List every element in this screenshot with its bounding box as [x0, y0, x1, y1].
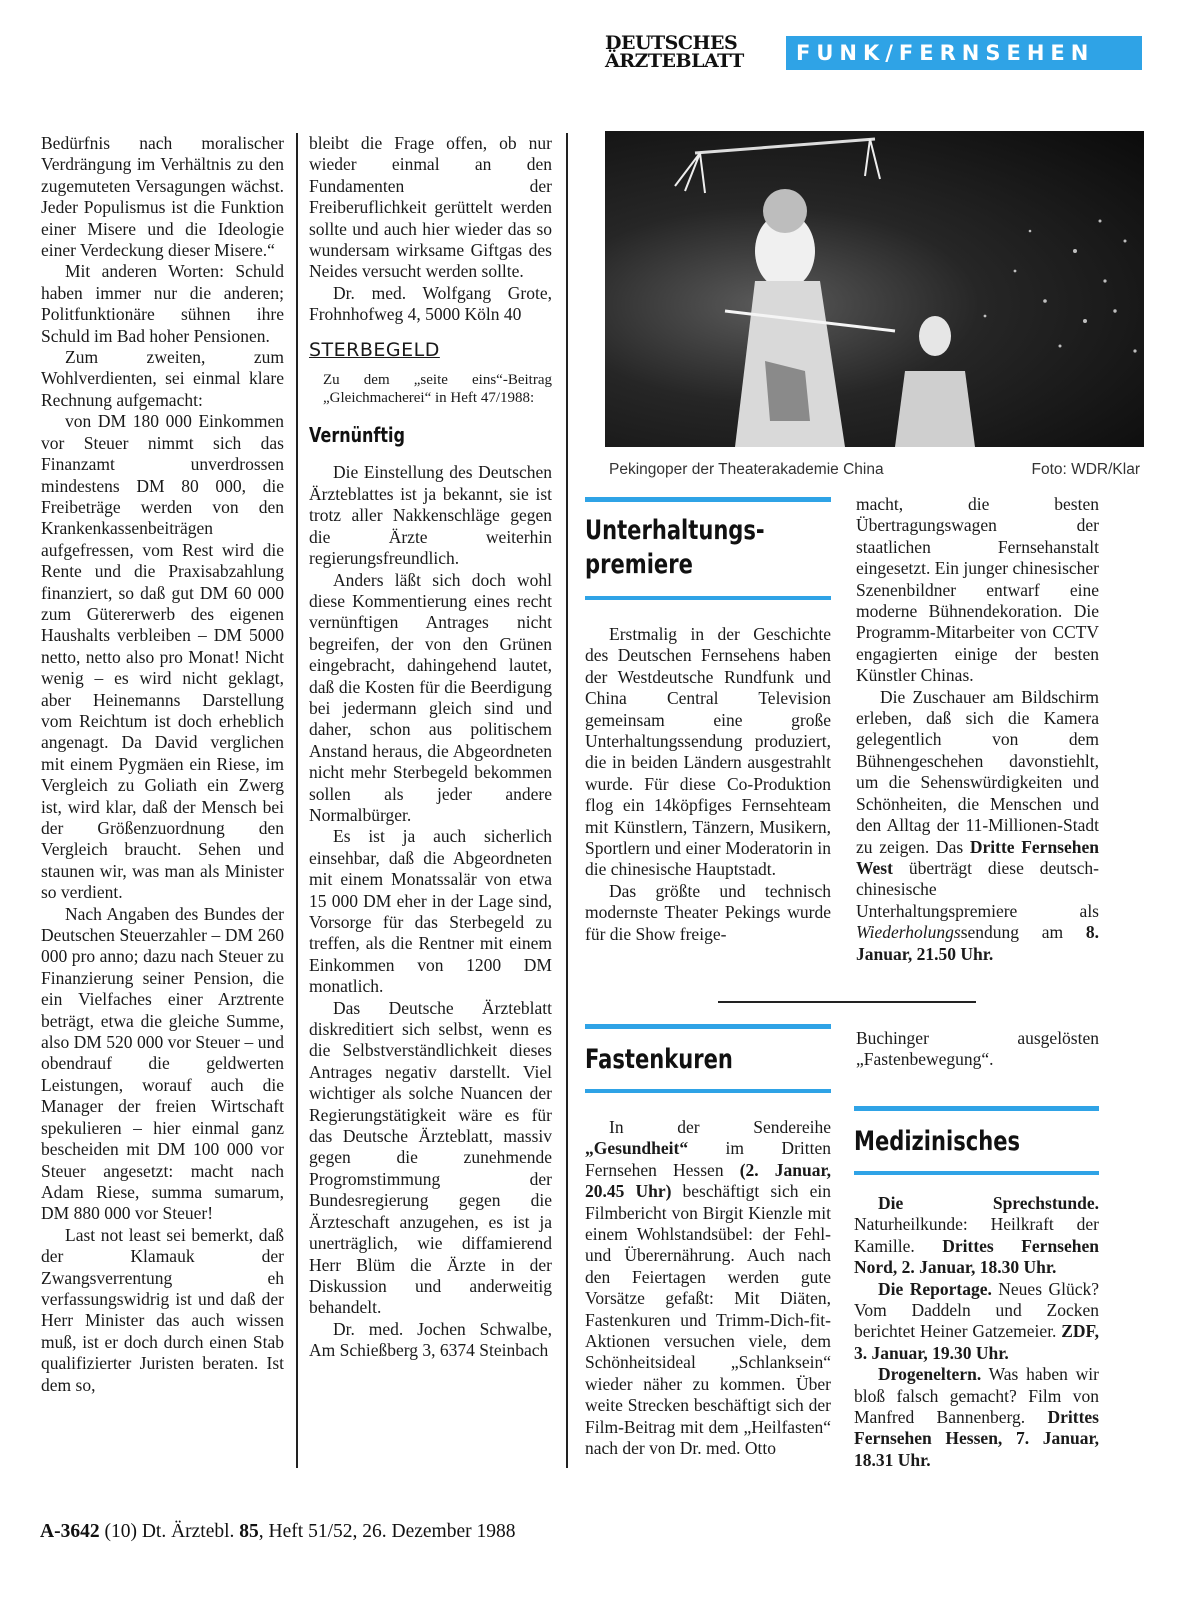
section-rule — [585, 1089, 831, 1093]
program-title: Die Reportage. — [878, 1278, 992, 1299]
article-headline: Fastenkuren — [585, 1044, 733, 1075]
article-paragraph — [585, 1117, 831, 1460]
section-rule — [854, 1106, 1099, 1111]
col1-paragraph: Nach Angaben des Bundes der Deutschen Steuerzahler – DM 260 000 pro anno; dazu nach Steuer zu Finanzierung seiner Pension, die ein Vielfaches einer Arztrente beträgt, etwa die gleiche Summe, also DM 520 000 vor Steuer – und obendrauf die geldwerten Leistungen, worauf auch die Manager der freien Wirtschaft spekulieren – hier einmal ganz bescheiden mit DM 100 000 vor Steuer angesetzt: macht nach Adam Riese, summa sumarum, DM 880 000 vor Steuer! — [41, 903, 284, 1224]
column-2 — [309, 133, 552, 1362]
journal-logo — [605, 34, 775, 70]
column-1 — [41, 133, 284, 1396]
logo-line-1: DEUTSCHES — [605, 32, 738, 54]
text: In der Sendereihe — [609, 1117, 831, 1137]
fasten-column — [585, 1024, 831, 1460]
letter-paragraph: Das Deutsche Ärzteblatt diskreditiert sich selbst, wenn es die Selbstverständlichkeit dieses Antrages negativ darstellt. Viel wichtiger als solche Nuancen der Regierungstätigkeit wäre es für das Deutsche Ärzteblatt, massiv gegen die zunehmende Progromstimmung der Bundesregierung gegen die Ärzteschaft anzugehen, es ist ja unerträglich, wie diffamierend Herr Blüm die Ärzte in der Diskussion und anderweitig behandelt. — [309, 997, 552, 1318]
peking-opera-photo — [605, 131, 1144, 447]
letter-headline: Vernünftig — [309, 423, 405, 448]
letter-intro: Zu dem „seite eins“-Beitrag „Gleichmacherei“ in Heft 47/1988: — [323, 372, 552, 407]
citation: , Heft 51/52, 26. Dezember 1988 — [258, 1521, 516, 1542]
text: Neues Glück? Vom Daddeln und Zocken berichtet Heiner Gatzemeier. — [854, 1278, 1099, 1342]
unterhaltung-column-right — [856, 494, 1099, 965]
channel-name: Dritte Fernsehen West — [856, 836, 1099, 878]
article-headline: Medizinisches — [854, 1126, 1021, 1157]
section-rule — [585, 497, 831, 502]
text: überträgt diese deutsch-chinesische Unterhaltungspremiere als — [856, 857, 1099, 921]
program-title: Drogeneltern. — [878, 1364, 982, 1385]
broadcast-time: ZDF, 3. Januar, 19.30 Uhr. — [854, 1321, 1099, 1363]
broadcast-time: Drittes Fernsehen Nord, 2. Januar, 18.30 Uhr. — [854, 1235, 1099, 1278]
col1-paragraph: von DM 180 000 Einkommen vor Steuer nimmt sich das Finanzamt unverdrossen mindestens DM 80 000, die Freibeträge werden von den Krankenkassenbeiträgen aufgefressen, vom Rest wird die Rente und die Praxisabzahlung finanziert, so daß gut DM 60 000 zum Gütererwerb des eigenen Haushalts verbleiben – DM 5000 netto, netto also pro Monat! Nicht wenig – es wird nicht geklagt, aber Heinemanns Darstellung vom Reichtum ist doch erheblich angenagt. Da David verglichen mit einem Pygmäen ein Riese, im Vergleich zu Goliath ein Zwerg ist, wird klar, daß der Mensch bei der Größenzuordnung den Vergleich braucht. Sehen und staunen wir, was man als Minister so verdient. — [41, 411, 284, 903]
letter-paragraph: Die Einstellung des Deutschen Ärzteblattes ist ja bekannt, sie ist trotz aller Nakkenschläge gegen die Ärzte weiterhin regierungsfreundlich. — [309, 462, 552, 569]
column-divider — [566, 133, 568, 1468]
col1-paragraph: Bedürfnis nach moralischer Verdrängung im Verhältnis zu den zugemuteten Versagungen wächst. Jeder Populismus ist die Funktion einer Misere und die Ideologie einer Verdeckung dieser Misere.“ — [41, 133, 284, 261]
logo-line-2: ÄRZTEBLATT — [605, 50, 744, 72]
program-name: „Gesundheit“ — [585, 1138, 689, 1159]
program-listing — [854, 1193, 1099, 1279]
citation: (10) Dt. Ärztebl. — [99, 1521, 240, 1542]
article-headline — [585, 514, 777, 582]
program-listing — [854, 1364, 1099, 1471]
letter-paragraph: Es ist ja auch sicherlich einsehbar, daß die Abgeordneten mit einem Monatssalär von etwa 15 000 DM eher in der Lage sind, Vorsorge für das Sterbegeld zu treffen, als die Rentner mit einem Einkommen von 1200 DM monatlich. — [309, 826, 552, 997]
horizontal-divider — [718, 1001, 976, 1003]
section-rule — [854, 1171, 1099, 1175]
section-rule — [585, 596, 831, 600]
section-kicker: STERBEGELD — [309, 338, 440, 361]
photo-caption: Pekingoper der Theaterakademie China — [609, 461, 884, 478]
article-paragraph — [856, 687, 1099, 965]
letter-1-signature: Dr. med. Wolfgang Grote, Frohnhofweg 4, 5000 Köln 40 — [309, 282, 552, 325]
section-band: FUNK/FERNSEHEN — [786, 36, 1142, 70]
text: sendung am — [960, 922, 1086, 943]
text: Naturheilkunde: Heilkraft der Kamille. — [854, 1214, 1099, 1256]
article-paragraph: Erstmalig in der Geschichte des Deutschen Fernsehens haben der Westdeutsche Rundfunk und China Central Television gemeinsam eine große Unterhaltungssendung produziert, die in beiden Ländern ausgestrahlt wurde. Für diese Co-Produktion flog ein 14köpfiges Fernsehteam mit Künstlern, Tänzern, Musikern, Sportlern und einer Moderatorin in die chinesische Hauptstadt. — [585, 624, 831, 880]
masthead — [605, 32, 1145, 76]
letter-2-signature: Dr. med. Jochen Schwalbe, Am Schießberg 3, 6374 Steinbach — [309, 1318, 552, 1361]
letter-paragraph: Anders läßt sich doch wohl diese Kommentierung eines recht vernünftigen Antrages nicht begreifen, der von den Grünen eingebracht, dahingehend lautet, daß die Kosten für die Beerdigung bei jedermann gleich sind und daher, schon aus politischem Anstand heraus, die Abgeordneten nicht mehr Sterbegeld bekommen sollen als jeder andere Normalbürger. — [309, 569, 552, 825]
col1-paragraph: Zum zweiten, zum Wohlverdienten, sei einmal klare Rechnung aufgemacht: — [41, 347, 284, 410]
text: Die Zuschauer am Bildschirm erleben, daß sich die Kamera gelegentlich von dem Bühnengeschehen davonstiehlt, um die Sehenswürdigkeiten und Schönheiten, die Menschen und den Alltag der 11-Millionen-Stadt zu zeigen. Das — [856, 686, 1099, 857]
headline-line: Unterhaltungs- — [585, 515, 765, 546]
fasten-continuation — [856, 1028, 1099, 1071]
program-title: Die Sprechstunde. — [878, 1193, 1099, 1213]
broadcast-time: Drittes Fernsehen Hessen, 7. Januar, 18.31 Uhr. — [854, 1407, 1099, 1470]
text: Was haben wir bloß falsch gemacht? Film von Manfred Bannenberg. — [854, 1364, 1099, 1428]
emphasis: Wiederholungs — [856, 922, 961, 943]
photo-caption-row — [609, 461, 1140, 479]
broadcast-time: 8. Januar, 21.50 Uhr. — [856, 922, 1099, 964]
text: im Dritten Fernsehen Hessen — [585, 1138, 831, 1180]
broadcast-time: (2. Januar, 20.45 Uhr) — [585, 1159, 831, 1202]
volume-number: 85 — [239, 1521, 259, 1542]
medizin-column — [854, 1106, 1099, 1471]
article-paragraph: Das größte und technisch modernste Theater Pekings wurde für die Show freige- — [585, 880, 831, 944]
col1-paragraph: Mit anderen Worten: Schuld haben immer nur die anderen; Politfunktionäre sühnen ihre Schuld im Bad hoher Pensionen. — [41, 261, 284, 346]
page-footer — [40, 1521, 515, 1543]
program-listing — [854, 1279, 1099, 1365]
section-rule — [585, 1024, 831, 1029]
unterhaltung-column-left — [585, 497, 831, 945]
photo-illustration — [605, 131, 1144, 447]
article-paragraph: macht, die besten Übertragungswagen der staatlichen Fernsehanstalt eingesetzt. Ein junger chinesischer Szenenbildner entwarf eine moderne Bühnendekoration. Die Programm-Mitarbeiter von CCTV engagierten einige der besten Künstler Chinas. — [856, 494, 1099, 686]
headline-line: premiere — [585, 549, 693, 580]
photo-credit: Foto: WDR/Klar — [1031, 461, 1140, 478]
article-paragraph: Buchinger ausgelösten „Fastenbewegung“. — [856, 1028, 1099, 1070]
col1-paragraph: Last not least sei bemerkt, daß der Klamauk der Zwangsverrentung eh verfassungswidrig ist und daß der Herr Minister das auch wissen muß, ist er doch durch einen Stab qualifizierter Juristen beraten. Ist dem so, — [41, 1224, 284, 1395]
text: beschäftigt sich ein Filmbericht von Birgit Kienzle mit einem Wohlstandsübel: der Fehl- und Überernährung. Auch nach den Feiertagen werden gute Vorsätze gefaßt: Mit Diäten, Fastenkuren und Trimm-Dich-fit-Aktionen versuchen viele, dem Schönheitsideal „Schlanksein“ wieder näher zu kommen. Über weite Strecken beschäftigt sich der Film-Beitrag mit dem „Heilfasten“ nach der von Dr. med. Otto — [585, 1181, 831, 1459]
letter-1-end: bleibt die Frage offen, ob nur wieder einmal an den Fundamenten der Freiberuflichkeit gerüttelt werden sollte und auch hier wieder das so wundersam wirksame Giftgas des Neides versucht werden sollte. — [309, 133, 552, 282]
page-number: A-3642 — [40, 1521, 100, 1542]
column-divider — [296, 133, 298, 1468]
